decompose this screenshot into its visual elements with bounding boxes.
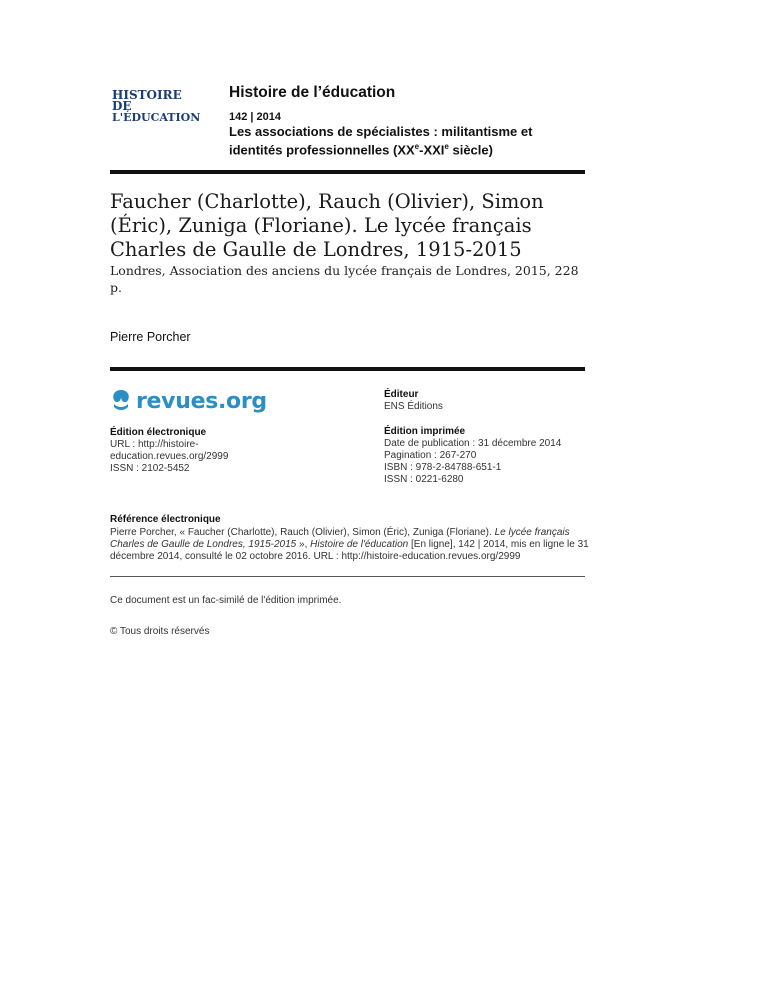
edition-imprimee-date: Date de publication : 31 décembre 2014 [384,438,562,449]
edition-imprimee-heading: Édition imprimée [384,426,466,437]
reference-text-2: », [296,539,311,550]
middle-divider [110,367,585,371]
reference-journal-italic: Histoire de l'éducation [310,539,409,550]
top-divider [110,170,585,174]
article-author: Pierre Porcher [110,330,191,344]
revues-leaf-icon [110,388,132,414]
edition-imprimee-pagination: Pagination : 267-270 [384,450,477,461]
edition-electronique-heading: Édition électronique [110,427,207,438]
journal-logo [110,87,210,125]
journal-logo-graphic [110,87,210,125]
issue-title: Les associations de spécialistes : militantisme et identités professionnelles (XXe-XXIe siècle) [229,124,533,158]
editeur-value: ENS Éditions [384,401,443,412]
reference-text-3: [En ligne], 142 | 2014, mis en ligne le 31 décembre 2014, consulté le 02 octobre 2016. URL : http://histoire-education.revues.org/2999 [110,539,589,562]
article-title: Faucher (Charlotte), Rauch (Olivier), Simon (Éric), Zuniga (Floriane). Le lycée français Charles de Gaulle de Londres, 1915-2015 [110,190,544,261]
journal-title: Histoire de l’éducation [229,84,396,101]
issue-number: 142 | 2014 [229,111,282,123]
rights-notice: © Tous droits réservés [110,626,210,637]
edition-imprimee-isbn: ISBN : 978-2-84788-651-1 [384,462,502,473]
revues-logo[interactable] [110,388,267,414]
logo-line-1: HISTOIRE [112,88,182,102]
reference-body [110,527,590,563]
bottom-divider [110,576,585,577]
logo-line-3: L'ÉDUCATION [112,111,201,124]
logo-line-2: DE [112,99,132,113]
revues-logo-text: revues.org [136,388,267,414]
edition-electronique-issn: ISSN : 2102-5452 [110,463,190,474]
article-publication-info: Londres, Association des anciens du lycée français de Londres, 2015, 228 p. [110,263,579,295]
edition-imprimee-issn: ISSN : 0221-6280 [384,474,464,485]
edition-electronique-url-1[interactable]: URL : http://histoire- [110,439,199,450]
edition-electronique-url-2[interactable]: education.revues.org/2999 [110,451,229,462]
reference-title-italic: Le lycée français Charles de Gaulle de Londres, 1915-2015 [110,527,570,550]
editeur-heading: Éditeur [384,389,419,400]
reference-text-1: Pierre Porcher, « Faucher (Charlotte), Rauch (Olivier), Simon (Éric), Zuniga (Floriane). [110,527,495,538]
facsimile-notice: Ce document est un fac-similé de l'édition imprimée. [110,595,342,606]
reference-heading: Référence électronique [110,514,221,525]
